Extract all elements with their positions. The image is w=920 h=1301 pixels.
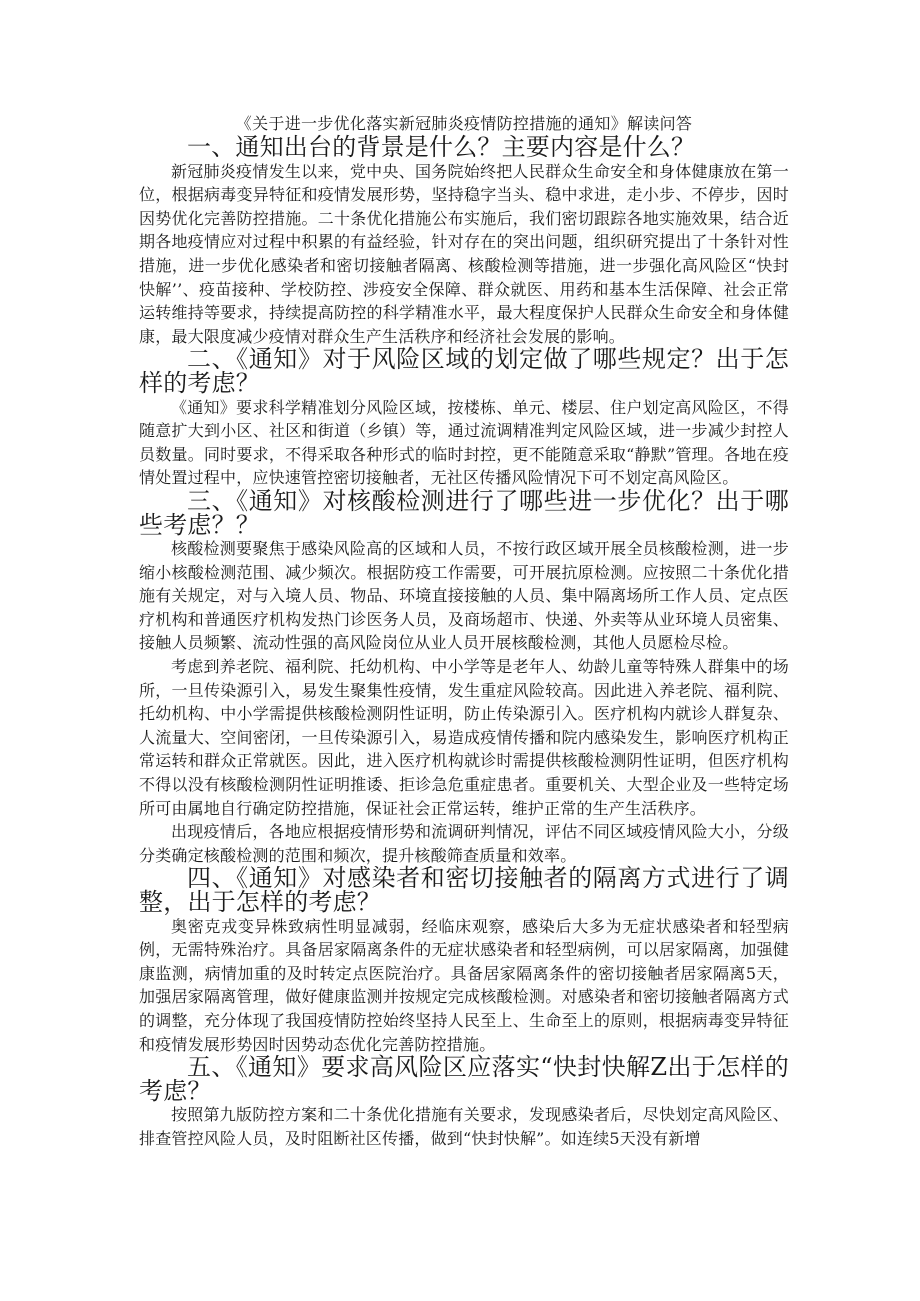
document-title: 《关于进一步优化落实新冠肺炎疫情防控措施的通知》解读问答 xyxy=(235,114,693,133)
section-5-question: 五、《通知》要求高风险区应落实“快封快解Z出于怎样的考虑？ xyxy=(139,1053,789,1105)
section-4-paragraph-1: 奥密克戎变异株致病性明显减弱，经临床观察，感染后大多为无症状感染者和轻型病例，无需特殊治疗。具备居家隔离条件的无症状感染者和轻型病例，可以居家隔离，加强健康监测，病情加重的及时转定点医院治疗。具备居家隔离条件的密切接触者居家隔离5天，加强居家隔离管理，做好健康监测并按规定完成核酸检测。对感染者和密切接触者隔离方式的调整，充分体现了我国疫情防控始终坚持人民至上、生命至上的原则，根据病毒变异特征和疫情发展形势因时因势动态优化完善防控措施。 xyxy=(139,916,789,1054)
section-5-paragraph-1: 按照第九版防控方案和二十条优化措施有关要求，发现感染者后，尽快划定高风险区、排查管控风险人员，及时阻断社区传播，做到“快封快解”。如连续5天没有新增 xyxy=(139,1105,789,1148)
section-4-question: 四、《通知》对感染者和密切接触者的隔离方式进行了调整，出于怎样的考虑？ xyxy=(139,864,789,916)
section-3-paragraph-1: 核酸检测要聚焦于感染风险高的区域和人员，不按行政区域开展全员核酸检测，进一步缩小核酸检测范围、减少频次。根据防疫工作需要，可开展抗原检测。应按照二十条优化措施有关规定，对与入境人员、物品、环境直接接触的人员、集中隔离场所工作人员、定点医疗机构和普通医疗机构发热门诊医务人员，及商场超市、快递、外卖等从业环境人员密集、接触人员频繁、流动性强的高风险岗位从业人员开展核酸检测，其他人员愿检尽检。 xyxy=(139,539,789,653)
section-1-paragraph-1: 新冠肺炎疫情发生以来，党中央、国务院始终把人民群众生命安全和身体健康放在第一位，根据病毒变异特征和疫情发展形势，坚持稳字当头、稳中求进，走小步、不停步，因时因势优化完善防控措施。二十条优化措施公布实施后，我们密切跟踪各地实施效果，结合近期各地疫情应对过程中积累的有益经验，针对存在的突出问题，组织研究提出了十条针对性措施，进一步优化感染者和密切接触者隔离、核酸检测等措施，进一步强化高风险区“快封快解’’、疫苗接种、学校防控、涉疫安全保障、群众就医、用药和基本生活保障、社会正常运转维持等要求，持续提高防控的科学精准水平，最大程度保护人民群众生命安全和身体健康，最大限度减少疫情对群众生产生活秩序和经济社会发展的影响。 xyxy=(139,161,789,346)
section-3-paragraph-3: 出现疫情后，各地应根据疫情形势和流调研判情况，评估不同区域疫情风险大小，分级分类确定核酸检测的范围和频次，提升核酸筛查质量和效率。 xyxy=(139,822,789,865)
section-2-paragraph-1: 《通知》要求科学精准划分风险区域，按楼栋、单元、楼层、住户划定高风险区，不得随意扩大到小区、社区和街道（乡镇）等，通过流调精准判定风险区域，进一步减少封控人员数量。同时要求，不得采取各种形式的临时封控，更不能随意采取“静默”管理。各地在疫情处置过程中，应快速管控密切接触者，无社区传播风险情况下可不划定高风险区。 xyxy=(139,397,789,488)
section-3-question: 三、《通知》对核酸检测进行了哪些进一步优化？出于哪些考虑？？ xyxy=(139,486,789,539)
section-3-paragraph-2: 考虑到养老院、福利院、托幼机构、中小学等是老年人、幼龄儿童等特殊人群集中的场所，一旦传染源引入，易发生聚集性疫情，发生重症风险较高。因此进入养老院、福利院、托幼机构、中小学需提供核酸检测阴性证明，防止传染源引入。医疗机构内就诊人群复杂、人流量大、空间密闭，一旦传染源引入，易造成疫情传播和院内感染发生，影响医疗机构正常运转和群众正常就医。因此，进入医疗机构就诊时需提供核酸检测阴性证明，但医疗机构不得以没有核酸检测阴性证明推诿、拒诊急危重症患者。重要机关、大型企业及一些特定场所可由属地自行确定防控措施，保证社会正常运转，维护正常的生产生活秩序。 xyxy=(139,657,789,818)
document-page xyxy=(139,112,789,1151)
section-2-question: 二、《通知》对于风险区域的划定做了哪些规定？出于怎样的考虑？ xyxy=(139,345,789,397)
section-1-question: 一、通知出台的背景是什么？主要内容是什么？ xyxy=(187,133,696,161)
